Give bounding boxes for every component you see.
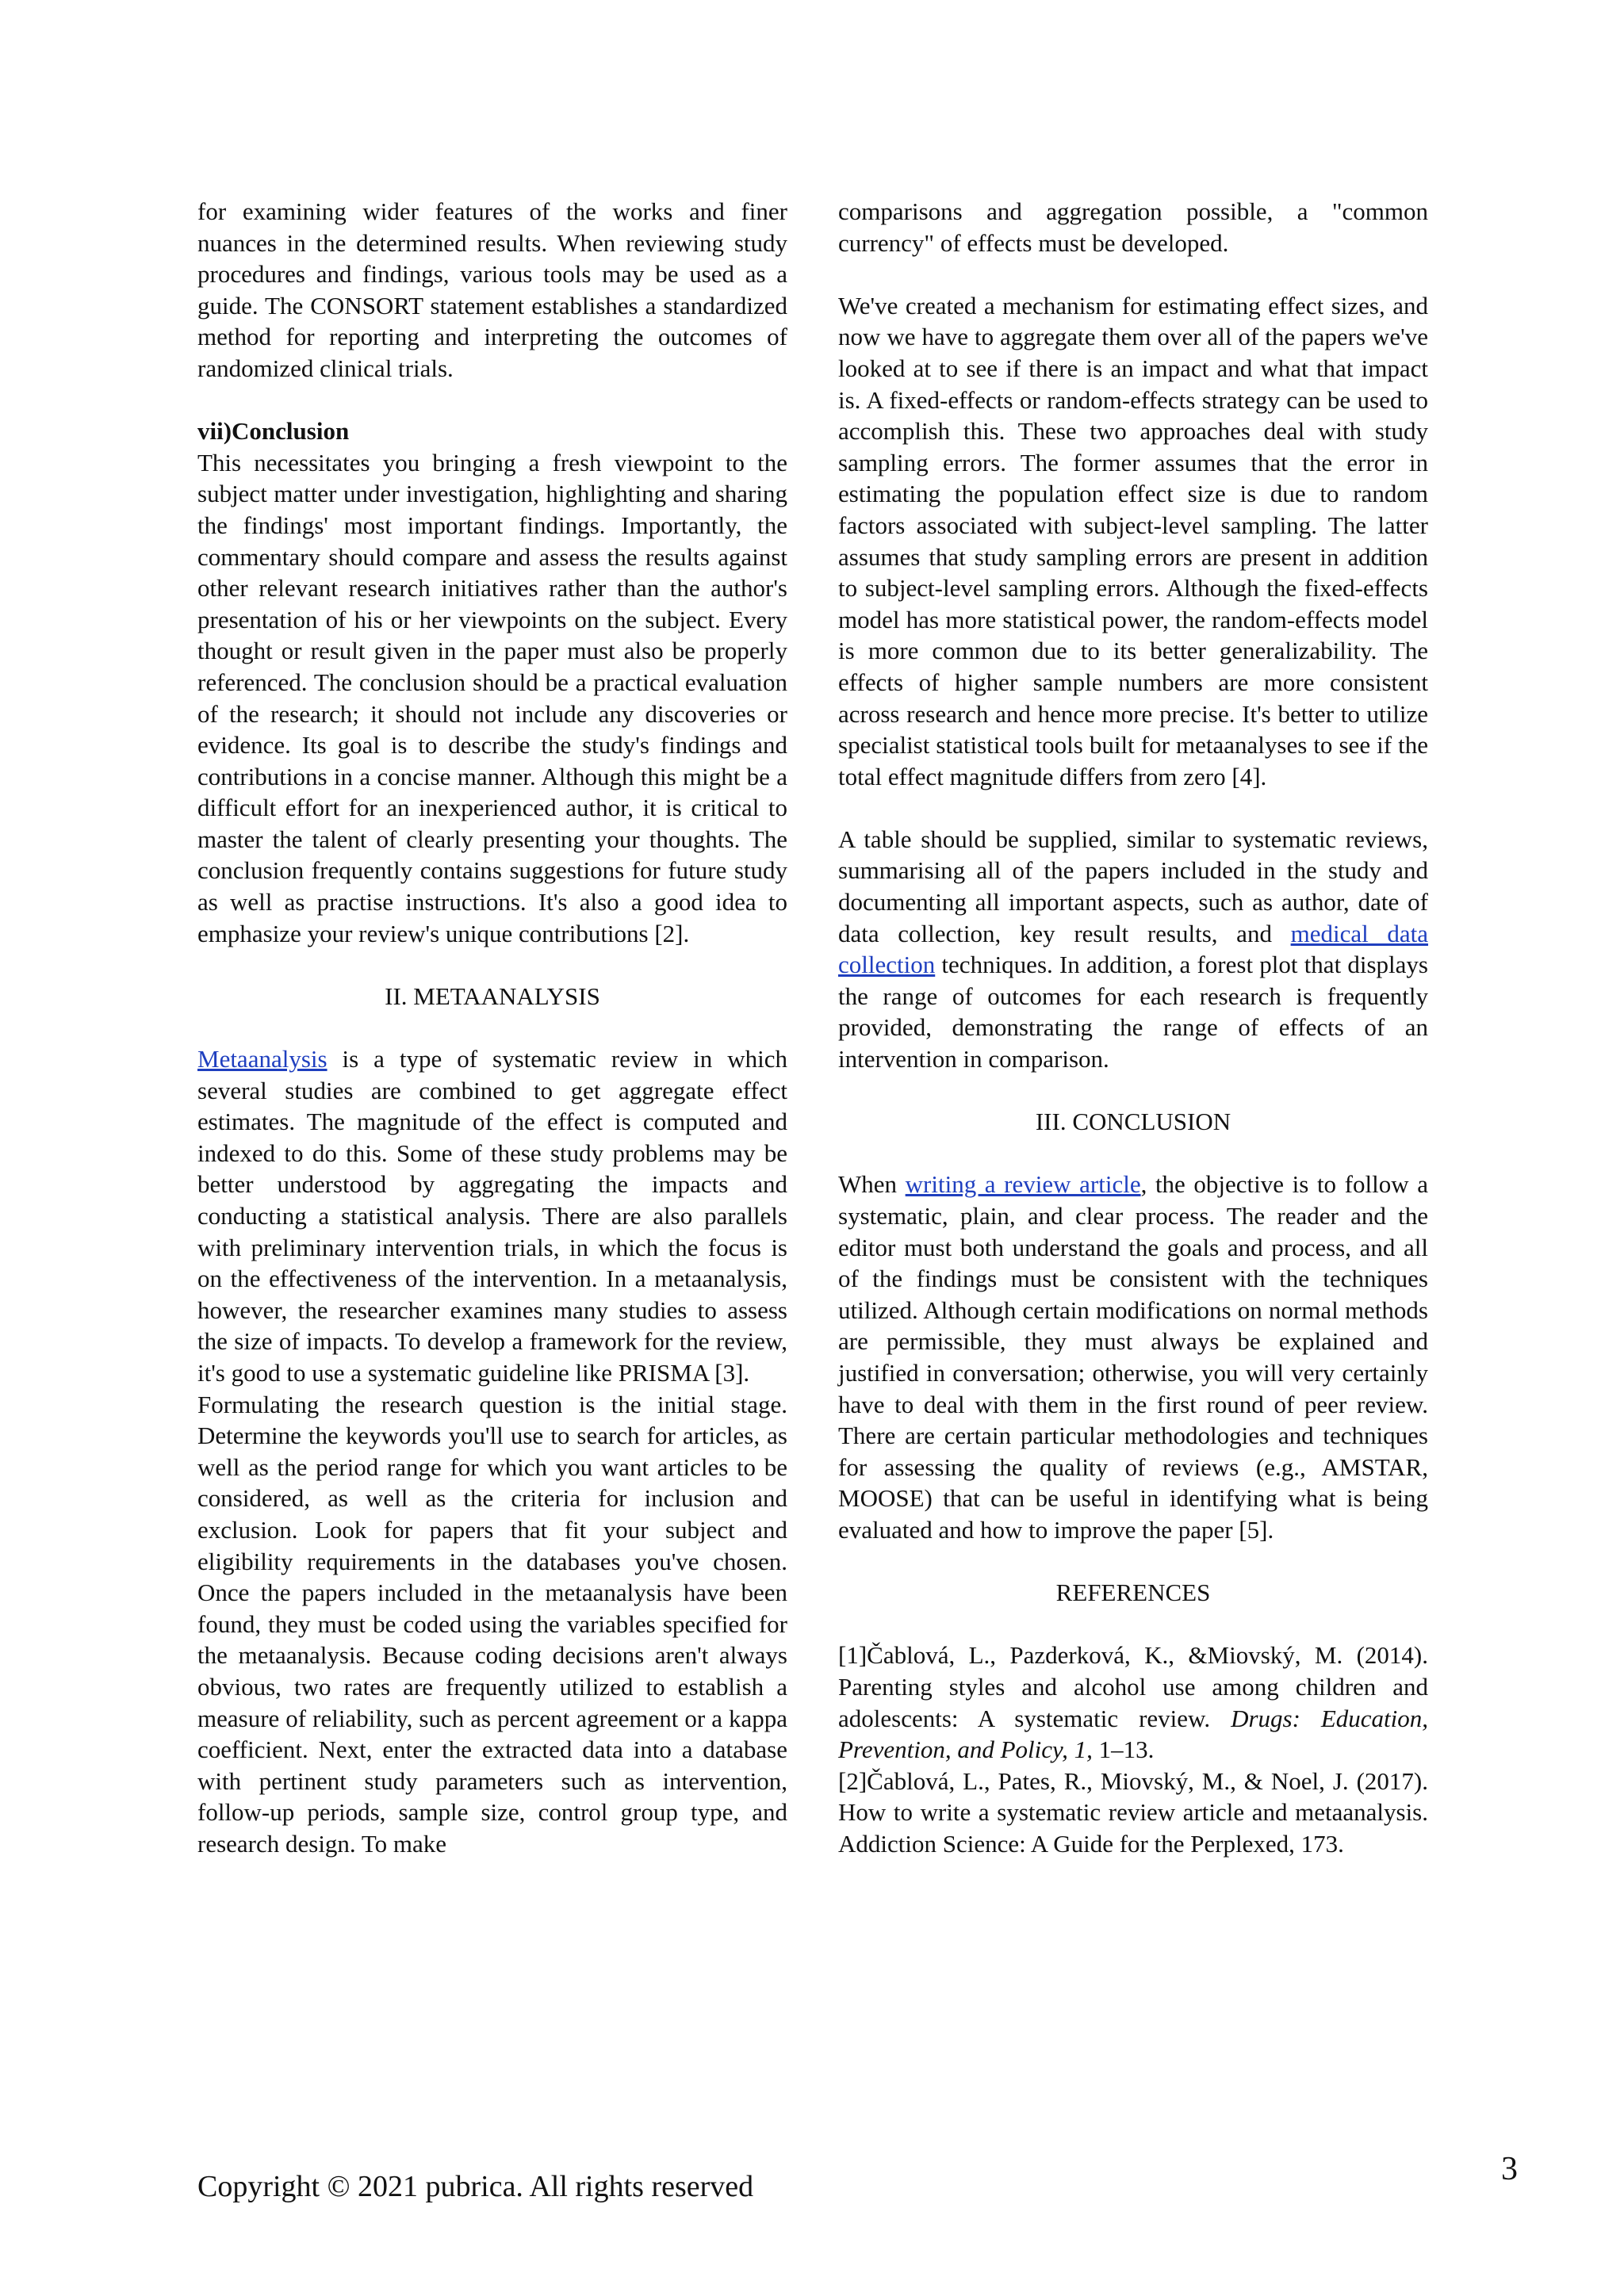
reference-1-pages: 1–13. (1092, 1735, 1155, 1764)
table-paragraph-text-a: A table should be supplied, similar to systematic reviews, summarising all of the papers included in the study and documenting all important aspects, such as author, date of data collection, key result results, and (838, 825, 1428, 947)
conclusion-paragraph: This necessitates you bringing a fresh viewpoint to the subject matter under investigation, highlighting and sharing the findings' most important findings. Importantly, the commentary should compare and assess the results against other relevant research initiatives rather than the author's presentation of his or her viewpoints on the subject. Every thought or result given in the paper must also be properly referenced. The conclusion should be a practical evaluation of the research; it should not include any discoveries or evidence. Its goal is to describe the study's findings and contributions in a concise manner. Although this might be a difficult effort for an inexperienced author, it is critical to master the talent of clearly presenting your thoughts. The conclusion frequently contains suggestions for future study as well as practise instructions. It's also a good idea to emphasize your review's unique contributions [2]. (197, 448, 787, 947)
right-column (838, 196, 1428, 1859)
metaanalysis-paragraph-1 (197, 1043, 787, 1389)
copyright-footer: Copyright © 2021 pubrica. All rights reserved (197, 2170, 754, 2203)
writing-review-article-link[interactable]: writing a review article (905, 1170, 1141, 1199)
metaanalysis-heading: II. METAANALYSIS (385, 982, 600, 1010)
references-heading: REFERENCES (1055, 1578, 1211, 1607)
conclusion-text-b: , the objective is to follow a systematic, plain, and clear process. The reader and the editor must both understand the goals and process, and all of the findings must be consistent with the techniques utilized. Although certain modifications on normal methods are permissible, they must always be explained and justified in conversation; otherwise, you will very certainly have to deal with them in the first round of peer review. There are certain particular methodologies and techniques for assessing the quality of reviews (e.g., AMSTAR, MOOSE) that can be useful in identifying what is being evaluated and how to improve the paper [5]. (838, 1170, 1428, 1544)
intro-paragraph: for examining wider features of the works and finer nuances in the determined results. When reviewing study procedures and findings, various tools may be used as a guide. The CONSORT statement establishes a standardized method for reporting and interpreting the outcomes of randomized clinical trials. (197, 197, 787, 382)
medical-data-collection-link[interactable]: medical data collection (838, 919, 1429, 979)
reference-2: [2]Čablová, L., Pates, R., Miovský, M., & Noel, J. (2017). How to write a systematic review article and metaanalysis. Addiction Science: A Guide for the Perplexed, 173. (838, 1766, 1428, 1858)
table-paragraph (838, 824, 1428, 1075)
conclusion-subheading: vii)Conclusion (197, 417, 350, 446)
table-paragraph-text-b: techniques. In addition, a forest plot that displays the range of outcomes for each research is frequently provided, demonstrating the range of effects of an intervention in comparison. (838, 951, 1428, 1073)
effects-paragraph: We've created a mechanism for estimating effect sizes, and now we have to aggregate them over all of the papers we've looked at to see if there is an impact and what that impact is. A fixed-effects or random-effects strategy can be used to accomplish this. These two approaches deal with study sampling errors. The former assumes that the error in estimating the population effect size is due to random factors associated with subject-level sampling. The latter assumes that study sampling errors are present in addition to subject-level sampling errors. Although the fixed-effects model has more statistical power, the random-effects model is more common due to its better generalizability. The effects of higher sample numbers are more consistent across research and hence more precise. It's better to utilize specialist statistical tools built for metaanalyses to see if the total effect magnitude differs from zero [4]. (838, 291, 1428, 790)
conclusion-heading: III. CONCLUSION (1035, 1108, 1231, 1136)
reference-1-text: [1]Čablová, L., Pazderková, K., &Miovský, M. (2014). Parenting styles and alcohol use among children and adolescents: A systematic review. (838, 1641, 1428, 1732)
conclusion-section-paragraph (838, 1169, 1428, 1545)
left-column (197, 196, 787, 1859)
reference-1 (838, 1640, 1428, 1765)
metaanalysis-paragraph-2: Formulating the research question is the initial stage. Determine the keywords you'll use to search for articles, as well as the period range for which you want articles to be considered, as well as the criteria for inclusion and exclusion. Look for papers that fit your subject and eligibility requirements in the databases you've chosen. Once the papers included in the metaanalysis have been found, they must be coded using the variables specified for the metaanalysis. Because coding decisions aren't always obvious, two rates are frequently utilized to establish a measure of reliability, such as percent agreement or a kappa coefficient. Next, enter the extracted data into a database with pertinent study parameters such as intervention, follow-up periods, sample size, control group type, and research design. To make (197, 1390, 787, 1858)
conclusion-text-a: When (838, 1170, 906, 1199)
page-number: 3 (1501, 2151, 1518, 2187)
continuation-paragraph: comparisons and aggregation possible, a "common currency" of effects must be developed. (838, 197, 1428, 257)
reference-1-journal: Drugs: Education, Prevention, and Policy, 1, (838, 1704, 1429, 1764)
metaanalysis-link[interactable]: Metaanalysis (197, 1045, 327, 1073)
metaanalysis-paragraph-1-text: is a type of systematic review in which several studies are combined to get aggregate effect estimates. The magnitude of the effect is computed and indexed to do this. Some of these study problems may be better understood by aggregating the impacts and conducting a statistical analysis. There are also parallels with preliminary intervention trials, in which the focus is on the effectiveness of the intervention. In a metaanalysis, however, the researcher examines many studies to assess the size of impacts. To develop a framework for the review, it's good to use a systematic guideline like PRISMA [3]. (197, 1045, 787, 1387)
